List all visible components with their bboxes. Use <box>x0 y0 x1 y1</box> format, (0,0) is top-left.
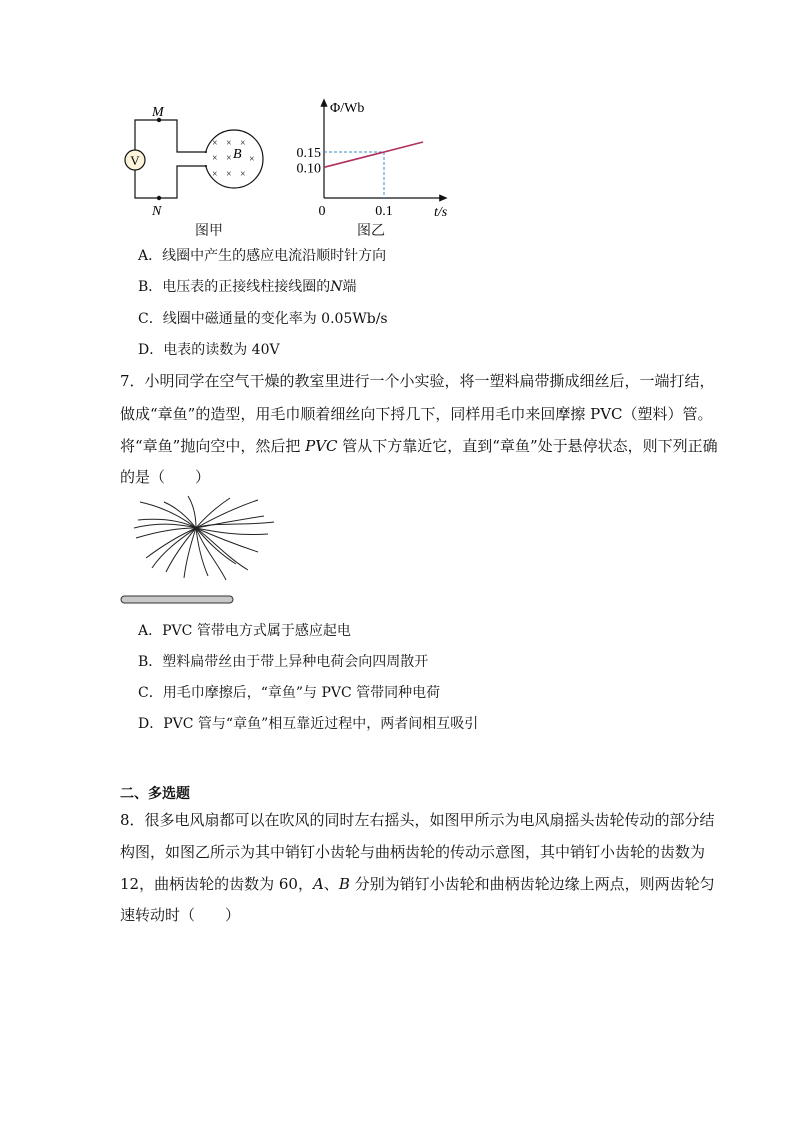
q7-option-a: A．PVC 管带电方式属于感应起电 <box>138 623 351 639</box>
q8-line-4: 速转动时（ ） <box>120 906 241 924</box>
q7-line-2: 做成“章鱼”的造型，用毛巾顺着细丝向下捋几下，同样用毛巾来回摩擦 PVC（塑料）管。 <box>120 405 713 423</box>
q8-line-2: 构图，如图乙所示为其中销钉小齿轮与曲柄齿轮的传动示意图，其中销钉小齿轮的齿数为 <box>120 843 706 861</box>
svg-text:×: × <box>226 169 232 180</box>
figure-jia-circuit <box>115 100 275 220</box>
x-tick-label: 0.1 <box>375 204 393 219</box>
svg-text:×: × <box>240 169 246 180</box>
y-tick-label: 0.15 <box>296 146 321 161</box>
label-b: B <box>233 147 242 162</box>
figure-octopus-pvc <box>118 492 288 614</box>
terminal-n-dot <box>157 196 161 200</box>
figure-yi-caption: 图乙 <box>357 223 385 239</box>
svg-text:×: × <box>226 153 232 164</box>
q6-option-b: B．电压表的正接线柱接线圈的N端 <box>138 279 357 295</box>
x-axis-label: t/s <box>434 205 448 220</box>
pvc-rod <box>121 596 233 603</box>
q6-option-d: D．电表的读数为 40V <box>138 342 280 358</box>
q8-line-3: 12，曲柄齿轮的齿数为 60，A、B 分别为销钉小齿轮和曲柄齿轮边缘上两点，则两齿轮匀 <box>120 875 715 893</box>
figure-jia-caption: 图甲 <box>195 223 223 239</box>
octopus-strands <box>134 496 274 580</box>
section-title-multi-choice: 二、多选题 <box>120 786 190 802</box>
origin-label: 0 <box>318 204 326 219</box>
label-m: M <box>152 105 164 120</box>
figure-yi-chart <box>290 96 460 224</box>
q7-line-1: 7．小明同学在空气干燥的教室里进行一个小实验，将一塑料扁带撕成细丝后，一端打结， <box>120 372 715 390</box>
svg-text:×: × <box>226 138 232 149</box>
flux-series-line <box>324 142 423 167</box>
q7-option-d: D．PVC 管与“章鱼”相互靠近过程中，两者间相互吸引 <box>138 716 479 732</box>
q7-line-4: 的是（ ） <box>120 468 211 486</box>
label-n: N <box>152 204 162 219</box>
q7-option-b: B．塑料扁带丝由于带上异种电荷会向四周散开 <box>138 654 429 670</box>
q6-option-c: C．线圈中磁通量的变化率为 0.05Wb/s <box>138 311 388 327</box>
voltmeter-label: V <box>130 153 140 168</box>
q7-option-c: C．用毛巾摩擦后，“章鱼”与 PVC 管带同种电荷 <box>138 685 441 701</box>
svg-text:×: × <box>212 138 218 149</box>
svg-text:×: × <box>240 138 246 149</box>
svg-text:×: × <box>212 153 218 164</box>
y-axis-label: Φ/Wb <box>330 101 365 116</box>
svg-text:×: × <box>249 154 255 165</box>
q6-option-a: A．线圈中产生的感应电流沿顺时针方向 <box>138 248 387 264</box>
svg-text:×: × <box>212 169 218 180</box>
q7-line-3: 将“章鱼”抛向空中，然后把 PVC 管从下方靠近它，直到“章鱼”处于悬停状态，则下列正确 <box>120 437 718 455</box>
q8-line-1: 8．很多电风扇都可以在吹风的同时左右摇头，如图甲所示为电风扇摇头齿轮传动的部分结 <box>120 811 715 829</box>
y-tick-label: 0.10 <box>296 161 321 177</box>
